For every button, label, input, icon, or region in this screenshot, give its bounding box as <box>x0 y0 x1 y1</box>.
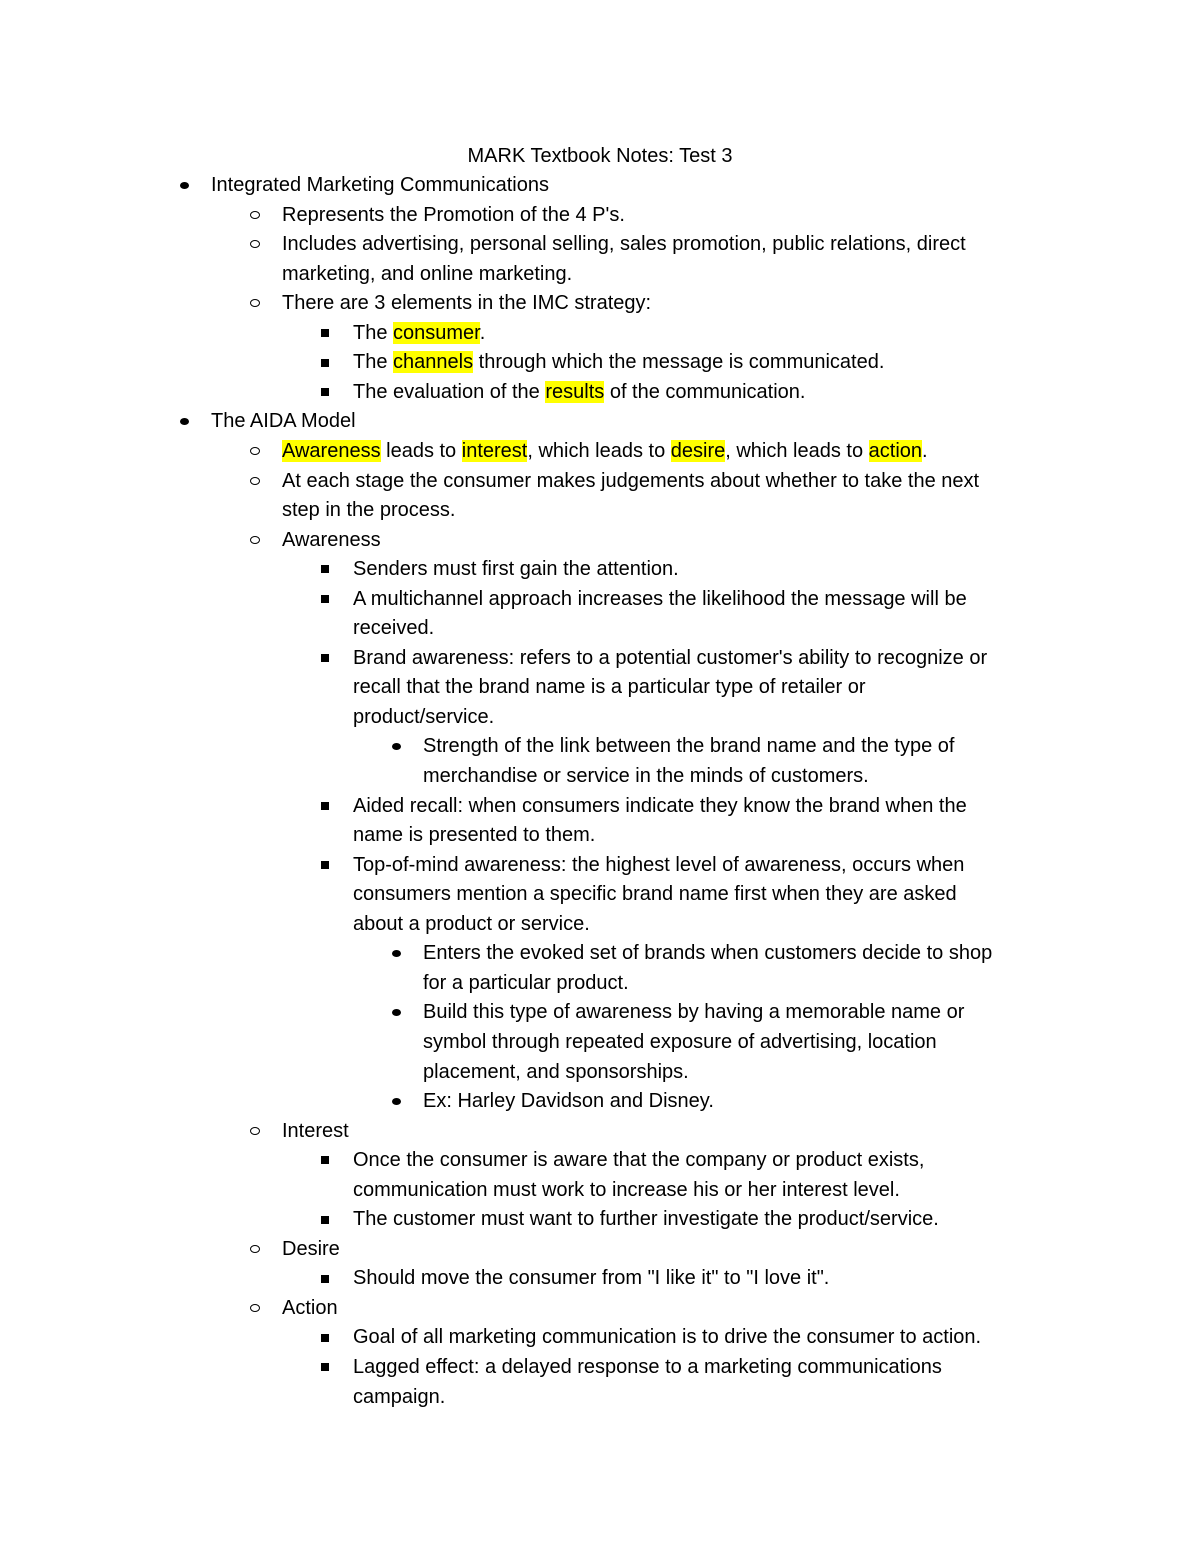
circle-bullet-glyph <box>250 447 260 455</box>
square-bullet-glyph <box>321 1216 329 1224</box>
square-bullet-glyph <box>321 1334 329 1342</box>
text-segment: of the communication. <box>604 380 806 403</box>
square-bullet-glyph <box>321 1156 329 1164</box>
square-bullet-icon <box>317 348 333 378</box>
square-bullet-glyph <box>321 1275 329 1283</box>
highlighted-term: channels <box>393 351 474 374</box>
disc-bullet-glyph <box>180 182 189 189</box>
note-line-level-2: name is presented to them. <box>353 824 596 847</box>
note-line-level-3: placement, and sponsorships. <box>423 1060 689 1083</box>
circle-bullet-glyph <box>250 299 260 307</box>
note-line-level-2: recall that the brand name is a particular type of retailer or <box>353 676 866 699</box>
text-segment: . <box>922 439 928 462</box>
disc-bullet-glyph <box>392 1009 401 1016</box>
disc-bullet-glyph <box>392 743 401 750</box>
square-bullet-glyph <box>321 359 329 367</box>
note-line-level-2: communication must work to increase his or her interest level. <box>353 1178 900 1201</box>
note-line-level-1: Interest <box>282 1119 349 1142</box>
disc-bullet-glyph <box>392 1098 401 1105</box>
text-segment: The <box>353 351 394 374</box>
note-line-level-0: Integrated Marketing Communications <box>211 174 549 196</box>
note-line-level-2: Senders must first gain the attention. <box>353 558 679 581</box>
note-line-level-2: campaign. <box>353 1385 446 1408</box>
square-bullet-glyph <box>321 388 329 396</box>
note-line-level-3: Strength of the link between the brand name and the type of <box>423 735 955 758</box>
note-line-level-1 <box>282 437 928 465</box>
note-line-level-0: The AIDA Model <box>211 410 356 433</box>
square-bullet-icon <box>317 643 333 673</box>
text-segment: . <box>479 321 486 344</box>
highlighted-term: desire <box>670 439 726 462</box>
square-bullet-icon <box>317 791 333 821</box>
note-line-level-2 <box>353 378 805 406</box>
note-line-level-2: product/service. <box>353 705 495 728</box>
square-bullet-icon <box>317 555 333 585</box>
note-line-level-2: Once the consumer is aware that the company or product exists, <box>353 1149 925 1172</box>
circle-bullet-icon <box>247 1234 263 1264</box>
text-segment: The <box>353 321 394 344</box>
square-bullet-glyph <box>321 802 329 810</box>
note-line-level-2 <box>353 319 485 347</box>
square-bullet-icon <box>317 1146 333 1176</box>
text-segment: , which leads to <box>527 439 671 462</box>
circle-bullet-icon <box>247 1116 263 1146</box>
disc-bullet-icon <box>388 939 404 969</box>
note-line-level-2: A multichannel approach increases the likelihood the message will be <box>353 587 967 610</box>
circle-bullet-icon <box>247 525 263 555</box>
disc-bullet-icon <box>388 732 404 762</box>
disc-bullet-icon <box>388 998 404 1028</box>
circle-bullet-glyph <box>250 477 260 485</box>
square-bullet-icon <box>317 1205 333 1235</box>
text-segment: , which leads to <box>725 439 869 462</box>
note-line-level-1: marketing, and online marketing. <box>282 262 573 285</box>
circle-bullet-icon <box>247 1293 263 1323</box>
note-line-level-2 <box>353 348 884 376</box>
note-line-level-1: Includes advertising, personal selling, sales promotion, public relations, direct <box>282 233 966 256</box>
circle-bullet-glyph <box>250 240 260 248</box>
note-line-level-3: Enters the evoked set of brands when customers decide to shop <box>423 942 993 965</box>
text-segment: The evaluation of the <box>353 380 546 403</box>
circle-bullet-icon <box>247 289 263 319</box>
note-line-level-2: Top-of-mind awareness: the highest level of awareness, occurs when <box>353 853 965 876</box>
circle-bullet-icon <box>247 200 263 230</box>
note-line-level-2: Goal of all marketing communication is to drive the consumer to action. <box>353 1326 982 1349</box>
note-line-level-3: Ex: Harley Davidson and Disney. <box>423 1090 714 1113</box>
disc-bullet-icon <box>176 407 192 437</box>
highlighted-term: Awareness <box>282 439 381 462</box>
page-title: MARK Textbook Notes: Test 3 <box>467 145 733 167</box>
disc-bullet-glyph <box>180 418 189 425</box>
note-line-level-1: step in the process. <box>282 499 456 522</box>
text-segment: through which the message is communicated. <box>473 351 885 374</box>
note-line-level-2: received. <box>353 617 435 640</box>
note-line-level-3: merchandise or service in the minds of customers. <box>423 765 869 787</box>
highlighted-term: action <box>868 439 923 462</box>
note-line-level-3: for a particular product. <box>423 971 629 994</box>
note-line-level-1: There are 3 elements in the IMC strategy: <box>282 292 652 315</box>
note-line-level-2: Lagged effect: a delayed response to a marketing communications <box>353 1356 942 1378</box>
square-bullet-glyph <box>321 565 329 573</box>
note-line-level-3: symbol through repeated exposure of advertising, location <box>423 1030 937 1053</box>
note-line-level-1: At each stage the consumer makes judgements about whether to take the next <box>282 469 980 492</box>
square-bullet-icon <box>317 584 333 614</box>
note-line-level-2: The customer must want to further investigate the product/service. <box>353 1208 939 1231</box>
circle-bullet-icon <box>247 436 263 466</box>
circle-bullet-glyph <box>250 1245 260 1253</box>
disc-bullet-glyph <box>392 950 401 957</box>
highlighted-term: consumer <box>393 321 480 344</box>
square-bullet-icon <box>317 1264 333 1294</box>
text-segment: leads to <box>380 439 462 462</box>
circle-bullet-glyph <box>250 211 260 219</box>
note-line-level-1: Action <box>282 1296 338 1319</box>
note-line-level-1: Awareness <box>282 528 381 551</box>
highlighted-term: results <box>545 380 605 403</box>
note-line-level-3: Build this type of awareness by having a memorable name or <box>423 1001 965 1024</box>
square-bullet-icon <box>317 850 333 880</box>
note-line-level-2: Aided recall: when consumers indicate they know the brand when the <box>353 794 967 817</box>
note-line-level-2: Should move the consumer from "I like it" to "I love it". <box>353 1267 830 1290</box>
square-bullet-glyph <box>321 654 329 662</box>
square-bullet-icon <box>317 377 333 407</box>
square-bullet-glyph <box>321 329 329 337</box>
square-bullet-icon <box>317 1353 333 1383</box>
note-line-level-2: about a product or service. <box>353 912 590 935</box>
note-line-level-1: Represents the Promotion of the 4 P's. <box>282 203 625 226</box>
note-line-level-2: consumers mention a specific brand name first when they are asked <box>353 883 957 906</box>
square-bullet-icon <box>317 1323 333 1353</box>
square-bullet-icon <box>317 318 333 348</box>
highlighted-term: interest <box>461 439 528 462</box>
circle-bullet-glyph <box>250 1304 260 1312</box>
note-line-level-1: Desire <box>282 1237 340 1260</box>
square-bullet-glyph <box>321 595 329 603</box>
disc-bullet-icon <box>176 171 192 201</box>
circle-bullet-icon <box>247 466 263 496</box>
disc-bullet-icon <box>388 1087 404 1117</box>
note-line-level-2: Brand awareness: refers to a potential customer's ability to recognize or <box>353 646 988 669</box>
circle-bullet-glyph <box>250 536 260 544</box>
square-bullet-glyph <box>321 861 329 869</box>
square-bullet-glyph <box>321 1363 329 1371</box>
circle-bullet-icon <box>247 230 263 260</box>
circle-bullet-glyph <box>250 1127 260 1135</box>
